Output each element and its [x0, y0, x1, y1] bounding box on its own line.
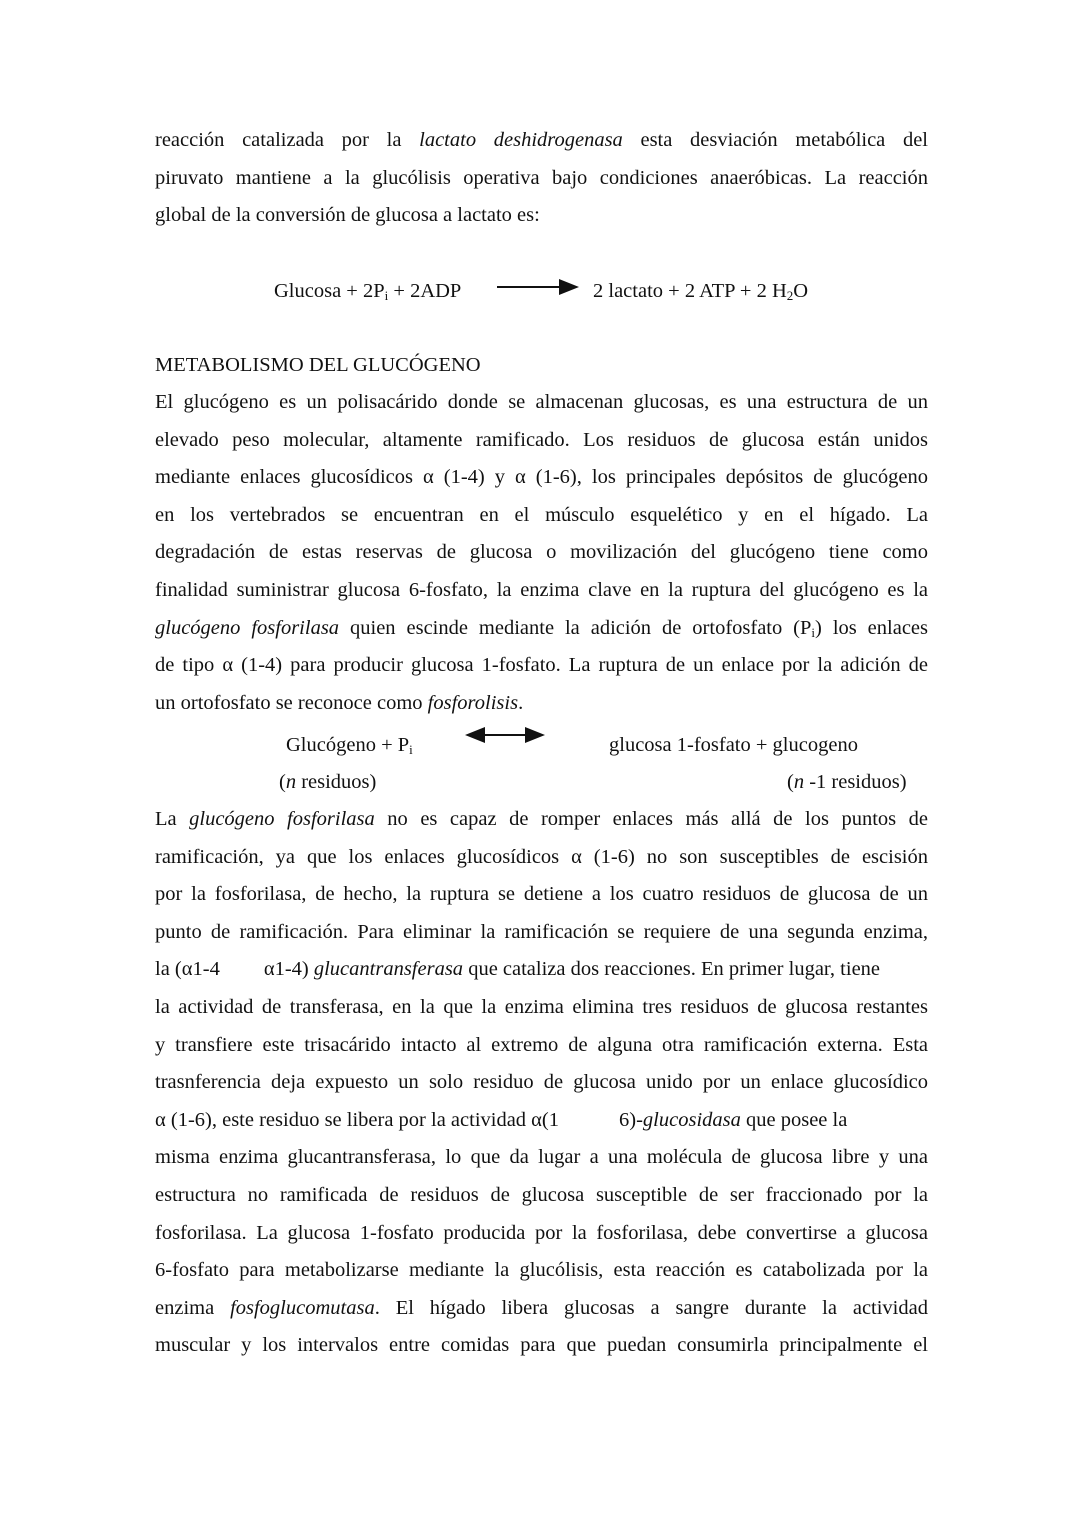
- text-line: por la fosforilasa, de hecho, la ruptura se detiene a los cuatro residuos de glucosa de un: [155, 883, 928, 906]
- text-line: muscular y los intervalos entre comidas para que puedan consumirla principalmente el: [155, 1334, 928, 1357]
- right-arrow-icon: [497, 278, 581, 296]
- text-line: enzima fosfoglucomutasa. El hígado libera glucosas a sangre durante la actividad: [155, 1296, 928, 1319]
- double-arrow-icon: [465, 725, 547, 745]
- text-line: en los vertebrados se encuentran en el músculo esquelético y en el hígado. La: [155, 503, 928, 526]
- text-line: El glucógeno es un polisacárido donde se almacenan glucosas, es una estructura de un: [155, 391, 928, 413]
- paragraph-lactate: [155, 122, 928, 235]
- equation2-left: Glucógeno + $P_i$: [286, 734, 413, 757]
- text-line: de tipo α (1-4) para producir glucosa 1-fosfato. La ruptura de un enlace por la adición de: [155, 654, 928, 677]
- equation2-right: glucosa 1-fosfato + glucogeno: [609, 734, 858, 756]
- text-line: ramificación, ya que los enlaces glucosídicos α (1-6) no son susceptibles de escisión: [155, 845, 928, 868]
- enzyme-name: lactato deshidrogenasa: [419, 129, 623, 151]
- term: fosforolisis: [427, 691, 519, 714]
- enzyme-name: glucosidasa: [642, 1108, 741, 1131]
- text-line: estructura no ramificada de residuos de glucosa susceptible de ser fraccionado por la: [155, 1183, 928, 1206]
- text-line: La glucógeno fosforilasa no es capaz de romper enlaces más allá de los puntos de: [155, 808, 929, 830]
- paragraph-glycogen: [155, 384, 928, 722]
- enzyme-name: fosfoglucomutasa: [230, 1296, 375, 1319]
- enzyme-name: glucógeno fosforilasa: [189, 808, 375, 830]
- text-line: misma enzima glucantransferasa, lo que da lugar a una molécula de glucosa libre y una: [155, 1146, 928, 1169]
- text-line: piruvato mantiene a la glucólisis operativa bajo condiciones anaeróbicas. La reacción: [155, 166, 928, 189]
- text-line: la (α1-4 α1-4) glucantransferasa que cataliza dos reacciones. En primer lugar, tiene: [155, 958, 881, 981]
- text-line: degradación de estas reservas de glucosa o movilización del glucógeno tiene como: [155, 541, 928, 564]
- enzyme-name: glucógeno fosforilasa: [155, 616, 340, 639]
- text-line: trasnferencia deja expuesto un solo residuo de glucosa unido por un enlace glucosídico: [155, 1071, 928, 1094]
- text-line: global de la conversión de glucosa a lactato es:: [155, 204, 540, 227]
- equation-left: $Glucosa + 2P_i + 2ADP$: [274, 280, 462, 303]
- equation-right: 2 lactato + 2 ATP + 2 $H_2O$: [593, 280, 809, 303]
- section-heading: METABOLISMO DEL GLUCÓGENO: [155, 354, 481, 376]
- text-line: finalidad suministrar glucosa 6-fosfato, la enzima clave en la ruptura del glucógeno es la: [155, 578, 928, 601]
- text-line: reacción catalizada por la lactato deshidrogenasa esta desviación metabólica del: [155, 129, 928, 151]
- text-line: la actividad de transferasa, en la que la enzima elimina tres residuos de glucosa restantes: [155, 995, 928, 1018]
- text-line: α (1-6), este residuo se libera por la actividad α(1 6)-glucosidasa que posee la: [155, 1108, 848, 1131]
- residues-note-left: (n residuos): [279, 771, 377, 793]
- text-line: glucógeno fosforilasa quien escinde mediante la adición de ortofosfato $(P_i)$ los enlaces: [155, 616, 929, 640]
- paragraph-debranching: [155, 801, 928, 1365]
- text-line: un ortofosfato se reconoce como fosforolisis.: [155, 691, 524, 714]
- text-line: elevado peso molecular, altamente ramificado. Los residuos de glucosa están unidos: [155, 428, 928, 451]
- enzyme-name: glucantransferasa: [313, 958, 464, 981]
- text-line: y transfiere este trisacárido intacto al extremo de alguna otra ramificación externa. Esta: [155, 1033, 928, 1056]
- text-line: 6-fosfato para metabolizarse mediante la glucólisis, esta reacción es catabolizada por la: [155, 1259, 928, 1282]
- text-line: fosforilasa. La glucosa 1-fosfato producida por la fosforilasa, debe convertirse a glucosa: [155, 1221, 928, 1244]
- text-line: mediante enlaces glucosídicos α (1-4) y α (1-6), los principales depósitos de glucógeno: [155, 466, 928, 489]
- residues-note-right: (n -1 residuos): [787, 771, 907, 793]
- text-line: punto de ramificación. Para eliminar la ramificación se requiere de una segunda enzima,: [155, 920, 928, 943]
